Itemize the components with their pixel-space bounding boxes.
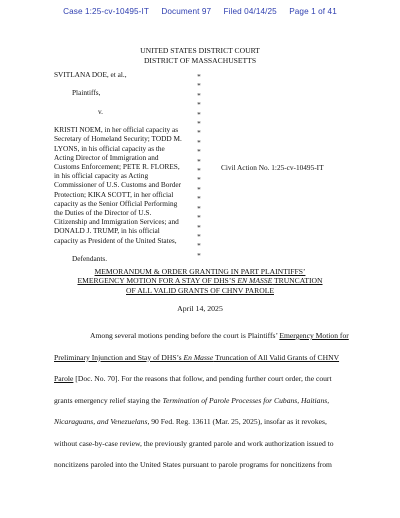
- defendant-line: Customs Enforcement; PETE R. FLORES,: [54, 161, 180, 171]
- star-divider: *: [197, 72, 201, 81]
- star-divider: *: [197, 184, 201, 194]
- motion-title-text: Preliminary Injunction and Stay of DHS’s: [54, 352, 184, 362]
- body-line: [54, 411, 350, 433]
- case-caption: [54, 70, 192, 263]
- case-number: Case 1:25-cv-10495-IT: [63, 7, 149, 16]
- plaintiffs-label: Plaintiffs,: [72, 88, 101, 98]
- motion-title-text: Truncation of All Valid Grants of CHNV: [213, 352, 340, 362]
- caption-star-column: [196, 72, 202, 260]
- order-date: April 14, 2025: [177, 304, 223, 313]
- motion-title-text: Parole: [54, 374, 74, 383]
- defendant-line: Citizenship and Immigration Services; and: [54, 217, 179, 227]
- star-divider: *: [197, 166, 201, 176]
- body-text: [54, 325, 350, 476]
- court-district: DISTRICT OF MASSACHUSETTS: [143, 55, 257, 65]
- defendant-line: the Duties of the Director of U.S.: [54, 208, 152, 217]
- regulation-title-text: Nicaraguans, and Venezuelans: [54, 417, 148, 426]
- star-divider: *: [197, 156, 201, 166]
- star-divider: *: [197, 147, 201, 157]
- defendant-line: Acting Director of Immigration and: [54, 152, 159, 162]
- body-text-run: grants emergency relief staying the: [54, 395, 163, 405]
- star-divider: *: [197, 213, 201, 223]
- star-divider: *: [197, 250, 201, 260]
- body-line: [54, 368, 350, 390]
- civil-action-number: Civil Action No. 1:25-cv-10495-IT: [221, 163, 324, 172]
- defendant-line: capacity as President of the United States,: [54, 235, 177, 245]
- body-text-run: [Doc. No. 70]. For the reasons that follow, and pending further court order, the court: [73, 374, 332, 383]
- defendants-label: Defendants.: [72, 254, 108, 263]
- star-divider: *: [197, 194, 201, 204]
- title-line-3: OF ALL VALID GRANTS OF CHNV PAROLE: [126, 285, 274, 295]
- court-name: UNITED STATES DISTRICT COURT: [140, 46, 260, 55]
- order-title: [0, 267, 400, 295]
- defendant-line: Secretary of Homeland Security; TODD M.: [54, 134, 182, 144]
- court-heading: [0, 46, 400, 65]
- star-divider: *: [197, 128, 201, 138]
- defendant-line: DONALD J. TRUMP, in his official: [54, 226, 160, 236]
- defendant-line: Commissioner of U.S. Customs and Border: [54, 180, 182, 190]
- body-line: [54, 347, 350, 369]
- defendant-line: KRISTI NOEM, in her official capacity as: [54, 125, 179, 135]
- star-divider: *: [197, 109, 201, 119]
- body-line: without case-by-case review, the previously granted parole and work authorization issued to: [54, 438, 334, 448]
- star-divider: *: [197, 175, 201, 185]
- star-divider: *: [197, 100, 201, 110]
- plaintiff-name: SVITLANA DOE, et al.,: [54, 70, 127, 79]
- star-divider: *: [197, 241, 201, 251]
- title-text: TRUNCATION: [272, 276, 323, 286]
- star-divider: *: [197, 222, 201, 232]
- case-header: [0, 7, 400, 16]
- body-text-run: , 90 Fed. Reg. 13611 (Mar. 25, 2025), insofar as it revokes,: [147, 417, 327, 426]
- title-line-2: [0, 276, 400, 285]
- motion-title-text: Emergency Motion for: [279, 331, 349, 340]
- versus-label: v.: [98, 106, 103, 116]
- body-text-run: Among several motions pending before the court is Plaintiffs’: [90, 331, 280, 340]
- page-number: Page 1 of 41: [289, 7, 337, 16]
- regulation-title-text: Termination of Parole Processes for Cubans, Haitians,: [162, 395, 330, 405]
- document-number: Document 97: [161, 7, 212, 16]
- defendant-line: in his official capacity as Acting: [54, 171, 149, 181]
- star-divider: *: [197, 81, 201, 91]
- body-line: [54, 325, 350, 347]
- title-italic-text: EN MASSE: [237, 276, 273, 286]
- defendant-line: Protection; KIKA SCOTT, in her official: [54, 189, 174, 199]
- filed-date: Filed 04/14/25: [223, 7, 277, 16]
- star-divider: *: [197, 231, 201, 241]
- star-divider: *: [197, 203, 201, 213]
- defendant-line: capacity as the Senior Official Performing: [54, 198, 178, 208]
- body-line: noncitizens paroled into the United States pursuant to parole programs for noncitizens from: [54, 460, 332, 469]
- defendant-line: LYONS, in his official capacity as the: [54, 143, 165, 153]
- star-divider: *: [197, 119, 201, 129]
- star-divider: *: [197, 137, 201, 147]
- title-line-1: MEMORANDUM & ORDER GRANTING IN PART PLAINTIFFS’: [94, 267, 306, 276]
- body-line: [54, 390, 350, 412]
- motion-title-text: En Masse: [183, 352, 214, 362]
- title-text: EMERGENCY MOTION FOR A STAY OF DHS’S: [77, 276, 238, 286]
- star-divider: *: [197, 90, 201, 100]
